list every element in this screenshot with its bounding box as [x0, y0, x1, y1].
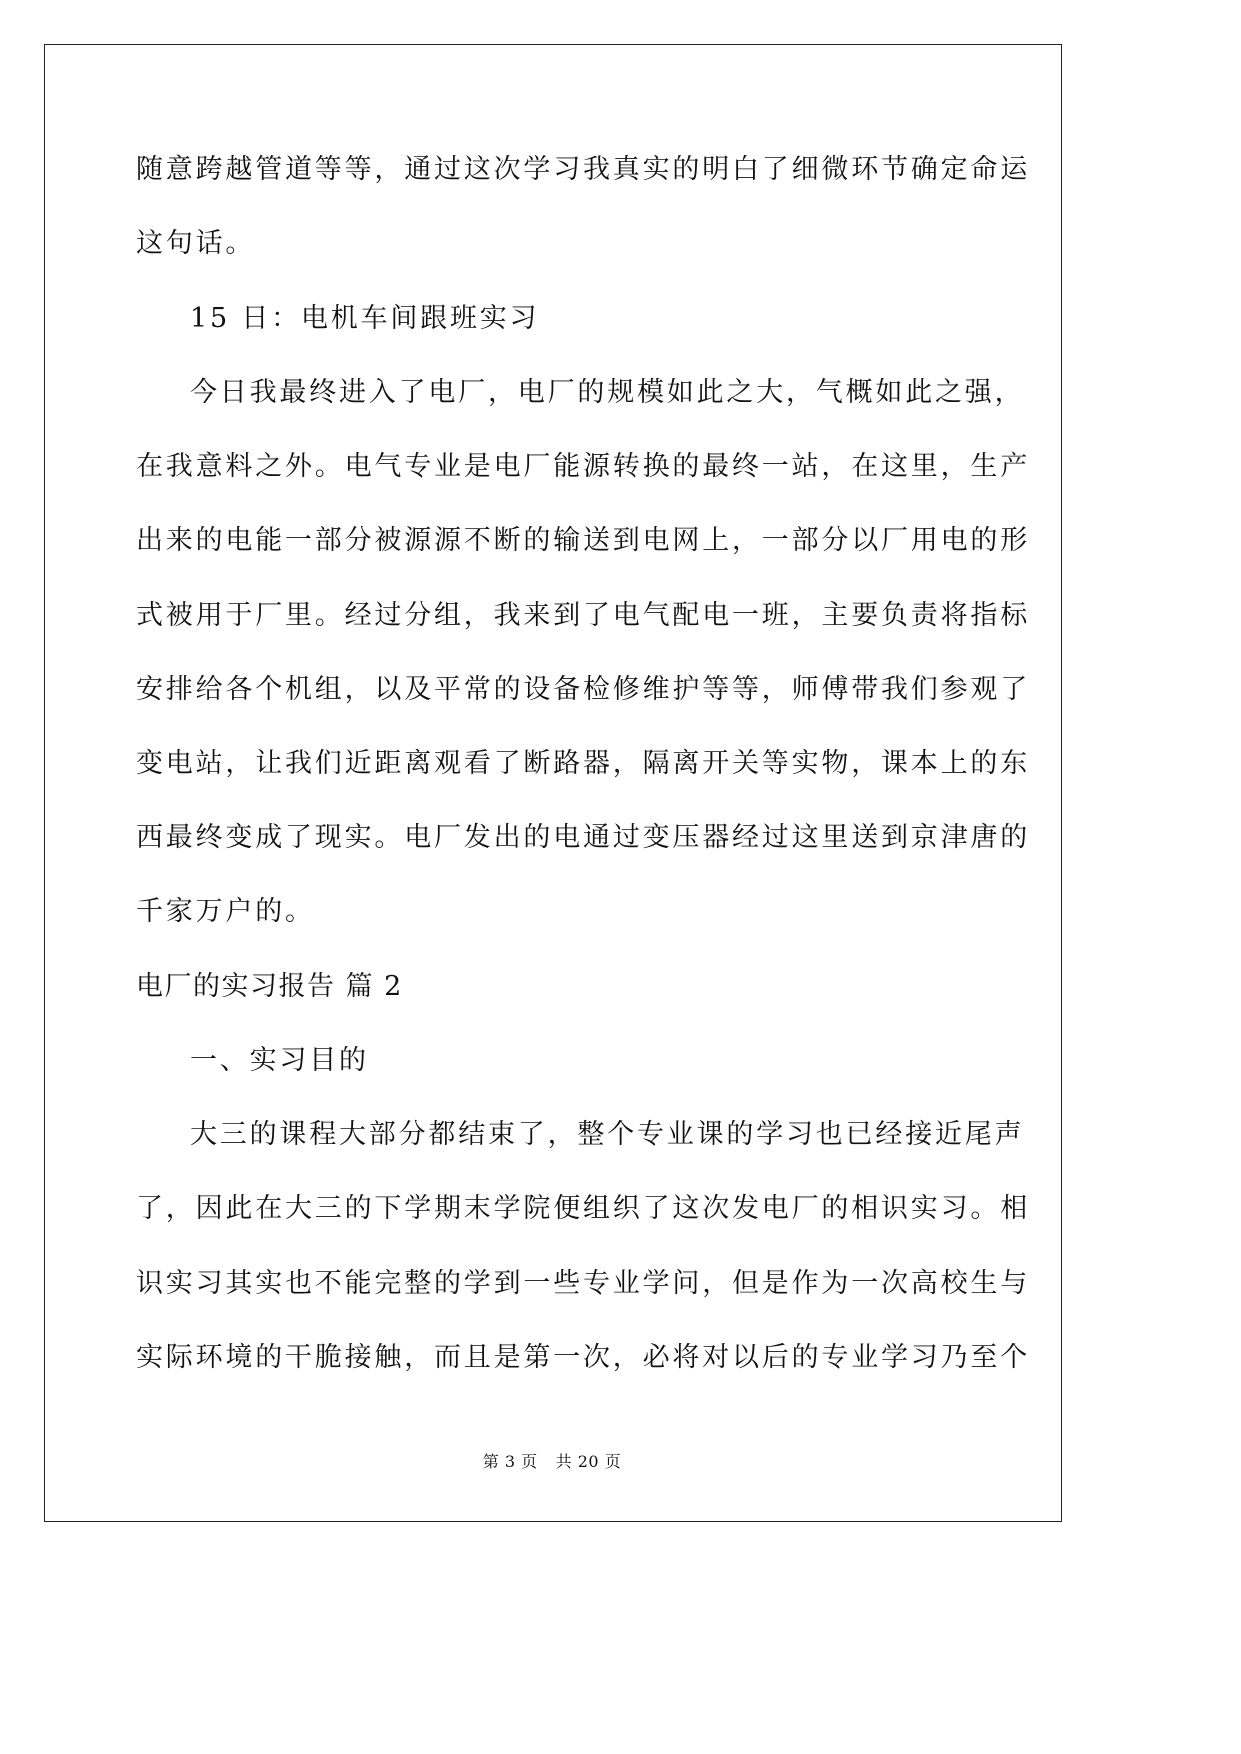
- page-footer: [0, 1452, 1104, 1472]
- body-text-line: 出来的电能一部分被源源不断的输送到电网上，一部分以厂用电的形: [136, 525, 1030, 556]
- paragraph-first-line: 今日我最终进入了电厂，电厂的规模如此之大，气概如此之强，: [190, 377, 1025, 408]
- section-heading: 电厂的实习报告 篇 2: [136, 971, 403, 1002]
- body-text-line: 式被用于厂里。经过分组，我来到了电气配电一班，主要负责将指标: [136, 600, 1030, 631]
- page-total: 共 20 页: [555, 1452, 622, 1471]
- body-text-line: 实际环境的干脆接触，而且是第一次，必将对以后的专业学习乃至个: [136, 1342, 1030, 1373]
- paragraph-first-line: 大三的课程大部分都结束了，整个专业课的学习也已经接近尾声: [190, 1119, 1025, 1150]
- page-number: 第 3 页: [482, 1452, 538, 1471]
- body-text-line: 这句话。: [136, 228, 256, 259]
- body-text-line: 西最终变成了现实。电厂发出的电通过变压器经过这里送到京津唐的: [136, 822, 1030, 853]
- body-text-line: 变电站，让我们近距离观看了断路器，隔离开关等实物，课本上的东: [136, 748, 1030, 779]
- section-subheading: 一、实习目的: [190, 1045, 369, 1076]
- body-text-line: 安排给各个机组，以及平常的设备检修维护等等，师傅带我们参观了: [136, 674, 1030, 705]
- body-text-line: 随意跨越管道等等，通过这次学习我真实的明白了细微环节确定命运: [136, 154, 1030, 185]
- body-text-line: 在我意料之外。电气专业是电厂能源转换的最终一站，在这里，生产: [136, 451, 1030, 482]
- section-subheading: 15 日：电机车间跟班实习: [190, 303, 540, 334]
- body-text-line: 千家万户的。: [136, 896, 315, 927]
- body-text-line: 识实习其实也不能完整的学到一些专业学问，但是作为一次高校生与: [136, 1268, 1030, 1299]
- body-text-line: 了，因此在大三的下学期末学院便组织了这次发电厂的相识实习。相: [136, 1193, 1030, 1224]
